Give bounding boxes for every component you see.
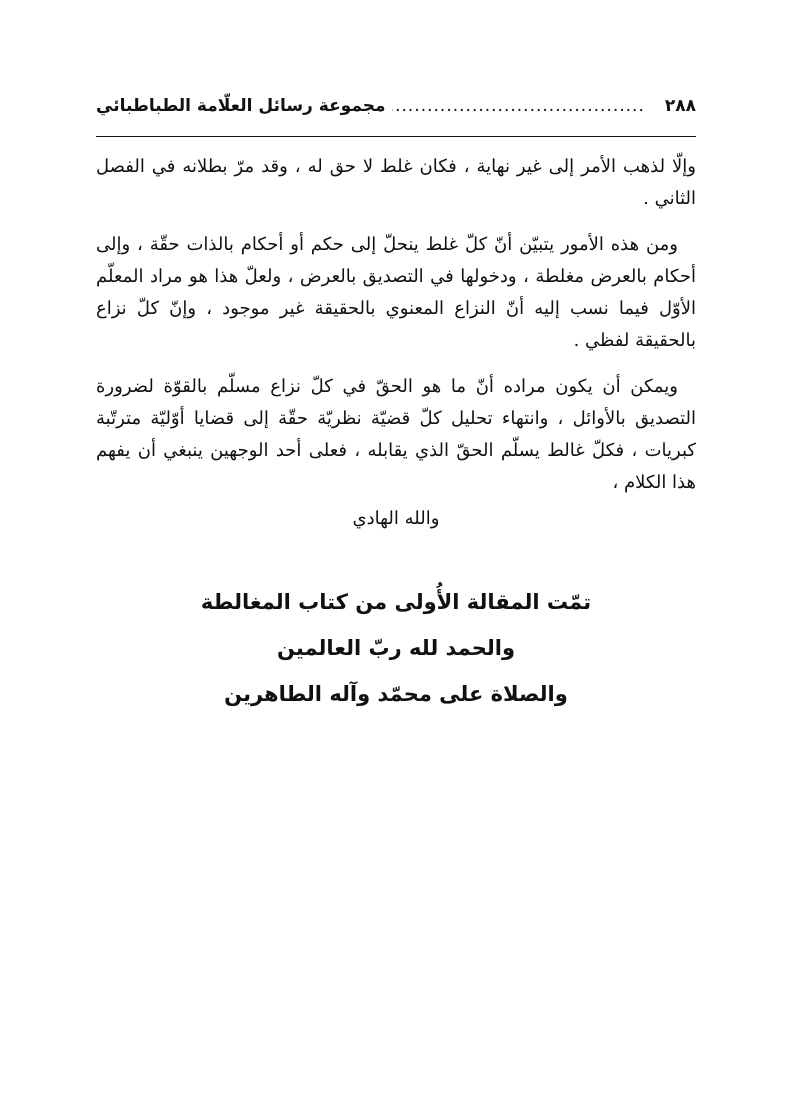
body-text bbox=[96, 151, 696, 535]
running-header bbox=[96, 96, 696, 136]
book-title: مجموعة رسائل العلّامة الطباطبائي bbox=[96, 96, 386, 116]
header-rule bbox=[96, 136, 696, 137]
colophon-line-3: والصلاة على محمّد وآله الطاهرين bbox=[224, 682, 568, 706]
book-page bbox=[96, 96, 696, 717]
colophon-line-1: تمّت المقالة الأُولى من كتاب المغالطة bbox=[200, 590, 592, 614]
colophon bbox=[96, 579, 696, 717]
closing-line: والله الهادي bbox=[352, 508, 440, 529]
paragraph-2: ومن هذه الأمور يتبيّن أنّ كلّ غلط ينحلّ إلى حكم أو أحكام بالذات حقّة ، وإلى أحكام بالعرض مغلطة ، ودخولها في التصديق بالعرض ، ولعلّ هذا هو مراد المعلّم الأوّل فيما نسب إليه أنّ النزاع المعنوي بالحقيقة غير موجود ، وإنّ كلّ نزاع بالحقيقة لفظي . bbox=[96, 234, 696, 351]
leader-dots bbox=[392, 96, 645, 116]
page-number: ٢٨٨ bbox=[664, 96, 696, 116]
paragraph-1: وإلّا لذهب الأمر إلى غير نهاية ، فكان غلط لا حق له ، وقد مرّ بطلانه في الفصل الثاني . bbox=[96, 156, 696, 209]
colophon-line-2: والحمد لله ربّ العالمين bbox=[276, 636, 516, 660]
paragraph-3: ويمكن أن يكون مراده أنّ ما هو الحقّ في كلّ نزاع مسلّم بالقوّة لضرورة التصديق بالأوائل ، وانتهاء تحليل كلّ قضيّة نظريّة حقّة إلى قضايا أوّليّة مترتّبة كبريات ، فكلّ غالط يسلّم الحقّ الذي يقابله ، فعلى أحد الوجهين ينبغي أن يفهم هذا الكلام ، bbox=[96, 376, 696, 493]
